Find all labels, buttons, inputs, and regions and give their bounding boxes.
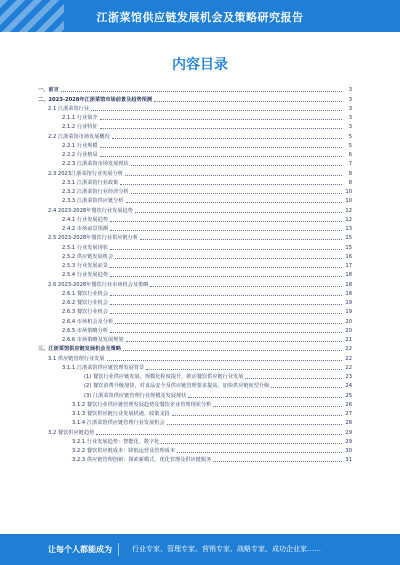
toc-page-number: 12 (345, 216, 352, 223)
toc-page-number: 20 (345, 318, 352, 325)
toc-page-number: 22 (345, 364, 352, 371)
toc-page-number: 19 (345, 309, 352, 316)
toc-entry-text: (3) 江浙菜馆供应链管理行业规模及发展现状 (84, 392, 187, 399)
toc-entry[interactable] (38, 325, 352, 334)
toc-entry-text: 3.2.2 餐饮供应链成本：降低运营及管理成本 (72, 448, 176, 454)
toc-entry-text: 2.5.4 行业发展趋势 (62, 272, 108, 279)
toc-entry[interactable] (38, 306, 352, 315)
toc-page-number: 5 (348, 142, 352, 149)
toc-page-number: 6 (348, 152, 352, 158)
toc-leader (126, 341, 342, 342)
toc-entry-text: 2.3 2023江浙菜馆行业发展分析 (48, 170, 123, 177)
toc-entry-text: 2.4.2 市场前景预测 (62, 226, 108, 232)
toc-entry-text: 2.4 2023-2028年餐饮行业发展趋势 (48, 207, 133, 214)
toc-page-number: 10 (345, 189, 352, 195)
toc-entry[interactable] (38, 112, 352, 121)
footer-tagline: 行业专家、管理专家、营销专家、战略专家、成功企业家…… (132, 545, 321, 553)
toc-page-number: 26 (345, 401, 352, 408)
toc-entry-text: 2.1 江浙菜馆行业 (48, 105, 90, 112)
toc-entry-text: 三、江浙菜馆供应链发展机会及策略 (38, 346, 122, 353)
toc-leader (172, 415, 342, 416)
toc-page-number: 29 (345, 438, 352, 445)
toc-page-number: 3 (348, 115, 352, 121)
toc-entry[interactable] (38, 260, 352, 269)
toc-entry-text: 2.2 江浙菜馆市场发展概况 (48, 133, 110, 140)
toc-page-number: 18 (345, 290, 352, 297)
toc-leader (126, 202, 342, 203)
toc-entry[interactable] (38, 334, 352, 343)
toc-page-number: 13 (345, 226, 352, 232)
toc-entry[interactable] (38, 121, 352, 130)
toc-entry-text: 3.1.3 餐饮供应链行业发展机遇、政策支持 (72, 411, 170, 417)
toc-entry[interactable] (38, 399, 352, 408)
toc-leader (110, 304, 342, 305)
toc-entry[interactable] (38, 343, 352, 352)
toc-entry[interactable] (38, 436, 352, 445)
toc-leader (110, 313, 342, 314)
toc-leader (120, 184, 342, 185)
toc-entry[interactable] (38, 371, 352, 380)
toc-leader (135, 212, 342, 213)
toc-page-number: 23 (345, 374, 352, 380)
toc-page-number: 3 (348, 124, 352, 131)
toc-page-number: 28 (345, 420, 352, 427)
toc-entry-text: 2.5.3 行业发展前景 (62, 263, 108, 269)
toc-page-number: 18 (345, 281, 352, 288)
toc-leader (115, 258, 342, 259)
toc-entry-text: 一、前言 (38, 87, 59, 94)
toc-page-number: 15 (345, 244, 352, 251)
toc-page-number: 18 (345, 272, 352, 279)
toc-leader (110, 267, 342, 268)
toc-entry-text: 2.3.1 江浙菜馆行业政策 (62, 179, 119, 186)
toc-entry[interactable] (38, 269, 352, 278)
toc-entry[interactable] (38, 454, 352, 463)
toc-leader (96, 434, 342, 435)
report-footer (0, 534, 400, 565)
toc-leader (213, 461, 342, 462)
toc-leader (131, 193, 342, 194)
toc-entry-text: 2.2.3 江浙菜馆市场发展现状 (62, 161, 129, 168)
toc-leader (161, 443, 342, 444)
toc-leader (245, 378, 342, 379)
toc-leader (107, 360, 342, 361)
toc-entry-text: 2.1.1 行业简介 (62, 115, 98, 121)
toc-entry[interactable] (38, 103, 352, 112)
toc-page-number: 29 (345, 429, 352, 436)
toc-leader (150, 286, 342, 287)
toc-page-number: 3 (348, 96, 352, 103)
toc-entry-text: 二、2023-2028年江浙菜馆市场前景及趋势预测 (38, 96, 153, 103)
toc-leader (100, 128, 342, 129)
toc-page-number: 8 (348, 170, 352, 177)
toc-entry[interactable] (38, 241, 352, 250)
toc-page-number: 12 (345, 207, 352, 214)
footer-slogan: 让每个人都能成为 (48, 545, 112, 554)
toc-entry[interactable] (38, 158, 352, 167)
toc-entry[interactable] (38, 167, 352, 176)
toc-entry-text: 2.3.2 江浙菜馆行业经济分析 (62, 189, 129, 195)
toc-leader (91, 110, 342, 111)
toc-leader (213, 406, 342, 407)
toc-leader (177, 452, 342, 453)
toc-leader (100, 119, 342, 120)
toc-leader (112, 138, 342, 139)
toc-entry-text: 2.6.3 餐饮行业机会 (62, 309, 108, 316)
toc-leader (61, 91, 342, 92)
toc-page-number: 30 (345, 448, 352, 454)
toc-leader (125, 175, 342, 176)
toc-entry[interactable] (38, 389, 352, 398)
toc-page-number: 22 (345, 346, 352, 353)
toc-entry[interactable] (38, 315, 352, 324)
toc-entry[interactable] (38, 195, 352, 204)
toc-leader (110, 276, 342, 277)
toc-entry-text: 2.2.1 行业规模 (62, 142, 98, 149)
toc-entry-text: 2.6.2 餐饮行业机会 (62, 300, 108, 306)
toc-entry[interactable] (38, 130, 352, 139)
toc-entry-text: 3.2 餐饮供应链趋势 (48, 429, 95, 436)
toc-leader (110, 332, 342, 333)
toc-page-number: 24 (345, 383, 352, 390)
toc-leader (140, 239, 342, 240)
toc-leader (110, 221, 342, 222)
toc-leader (271, 387, 342, 388)
toc-page-number: 22 (345, 355, 352, 362)
report-title: 江浙菜馆供应链发展机会及策略研究报告 (96, 11, 304, 24)
toc-page-number: 16 (345, 253, 352, 260)
toc-leader (100, 147, 342, 148)
toc-entry-text: 3.2.1 行业发展趋势：智能化、数字化 (72, 438, 160, 445)
toc-page-number: 8 (348, 179, 352, 186)
toc-entry-text: 2.3.3 江浙菜馆供应链分析 (62, 198, 124, 205)
toc-entry-text: 3.1.1 江浙菜馆供应链管理发展背景 (62, 364, 145, 371)
footer-divider (118, 543, 119, 556)
toc-leader (146, 369, 342, 370)
toc-entry[interactable] (38, 288, 352, 297)
toc-page-number: 7 (348, 161, 352, 168)
toc-entry[interactable] (38, 186, 352, 195)
toc-page-number: 5 (348, 133, 352, 140)
toc-entry[interactable] (38, 380, 352, 389)
toc-entry[interactable] (38, 232, 352, 241)
toc-entry-text: 2.5.1 行业发展现状 (62, 244, 108, 251)
toc-leader (123, 350, 342, 351)
toc-entry[interactable] (38, 278, 352, 287)
toc-leader (131, 165, 342, 166)
toc-page-number: 19 (345, 300, 352, 306)
toc-entry-text: 3.1 供应链管理行业发展 (48, 355, 105, 362)
toc-entry[interactable] (38, 426, 352, 435)
toc-page-number: 31 (345, 457, 352, 464)
toc-entry[interactable] (38, 352, 352, 361)
toc-leader (188, 397, 342, 398)
toc-entry[interactable] (38, 362, 352, 371)
toc-entry-text: 3.2.3 供应链管理创新：探索新模式，优化管理及供应链服务 (72, 457, 212, 464)
report-header (0, 0, 400, 32)
toc-entry-text: 2.6 2023-2028年餐饮行业市场机会及策略 (48, 281, 149, 288)
toc-leader (115, 323, 342, 324)
toc-entry[interactable] (38, 140, 352, 149)
toc-page-number: 15 (345, 235, 352, 242)
toc-entry-text: 2.6.5 市场策略分析 (62, 327, 108, 334)
toc-leader (110, 230, 342, 231)
toc-entry-text: 3.1.4 江浙菜馆供应链管理行业发展机会 (72, 420, 165, 427)
toc-page-number: 20 (345, 327, 352, 334)
toc-entry-text: 2.1.2 行业特征 (62, 124, 98, 131)
toc-entry[interactable] (38, 297, 352, 306)
toc-entry-text: 2.6.6 市场策略及发展规划 (62, 337, 124, 343)
toc-entry-text: 2.6.1 餐饮行业机会 (62, 290, 108, 297)
toc-entry[interactable] (38, 149, 352, 158)
toc-entry-text: (2) 餐饮消费升级加快，对食品安全及供应链管理要求提高，加快供应链转型升级 (84, 383, 270, 390)
toc-entry[interactable] (38, 445, 352, 454)
toc-entry[interactable] (38, 417, 352, 426)
toc-page-number: 27 (345, 411, 352, 417)
toc-page-number: 10 (345, 198, 352, 205)
toc-entry[interactable] (38, 84, 352, 93)
toc-entry-text: 2.5 2023-2028年餐饮行业供应链分析 (48, 235, 139, 242)
toc-entry-text: 2.5.2 供应链发展机会 (62, 253, 114, 260)
toc-entry[interactable] (38, 177, 352, 186)
toc-entry[interactable] (38, 251, 352, 260)
toc-entry-text: 2.6.4 市场机会及分析 (62, 318, 114, 325)
toc-page-number: 17 (345, 263, 352, 269)
toc-entry-text: 2.2.2 行业格局 (62, 152, 98, 158)
toc-leader (100, 156, 342, 157)
toc-heading: 内容目录 (172, 57, 228, 73)
toc-entry[interactable] (38, 408, 352, 417)
toc-leader (110, 249, 342, 250)
toc-entry[interactable] (38, 204, 352, 213)
toc-entry[interactable] (38, 214, 352, 223)
toc-entry[interactable] (38, 93, 352, 102)
toc-entry-text: (1) 餐饮行业供应链发展，规模化程度提升，推动餐饮供应链行业发展 (84, 374, 244, 380)
toc-page-number: 21 (345, 337, 352, 343)
toc-leader (167, 424, 342, 425)
toc-entry[interactable] (38, 223, 352, 232)
toc-page-number: 25 (345, 392, 352, 399)
toc-page-number: 3 (348, 87, 352, 94)
table-of-contents (38, 84, 352, 463)
toc-entry-text: 3.1.2 餐饮行业供应链管理发展趋势及餐饮企业管理现状分析 (72, 401, 212, 408)
toc-leader (110, 295, 342, 296)
toc-entry-text: 2.4.1 行业发展趋势 (62, 216, 108, 223)
toc-page-number: 3 (348, 105, 352, 112)
toc-leader (154, 101, 342, 102)
